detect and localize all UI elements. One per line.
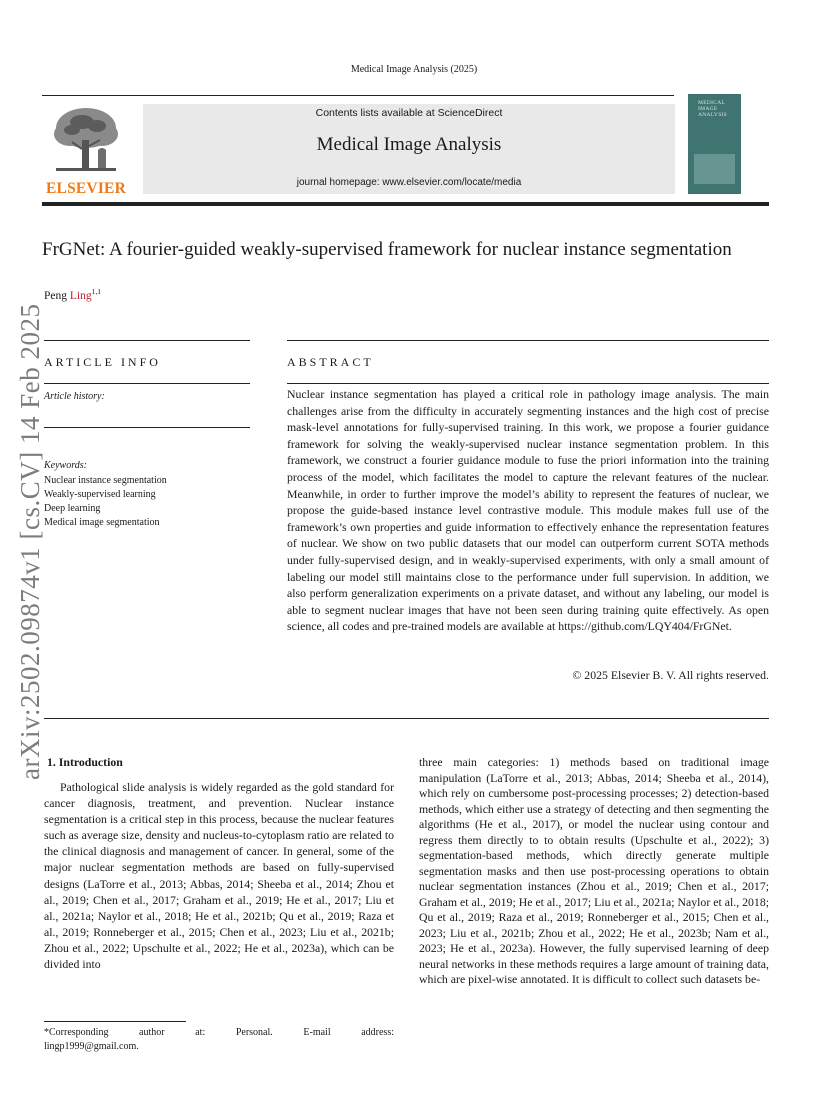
header-rule-thin: [42, 95, 674, 96]
introduction-left-column: Pathological slide analysis is widely regarded as the gold standard for cancer diagnosis, treatment, and prevention. Nuclear instance segmentation is a critical step in this process, because the nuclear features such as average size, density and nucleus-to-cytoplasm ratio are related to the clinical diagnosis and management of cancer. In general, some of the major nuclear segmentation methods are based on fully-supervised designs (LaTorre et al., 2013; Abbas, 2014; Sheeba et al., 2014; Zhou et al., 2019; Chen et al., 2017; Graham et al., 2019; He et al., 2017; Liu et al., 2021a; Naylor et al., 2018; He et al., 2021b; Qu et al., 2019; Raza et al., 2019; Ronneberger et al., 2015; Chen et al., 2023; Liu et al., 2021b; Zhou et al., 2022; Upschulte et al., 2022; He et al., 2023a), which can be divided into: [44, 780, 394, 972]
journal-banner: [143, 104, 675, 194]
publisher-logo-text: ELSEVIER: [46, 180, 126, 197]
author-marks: 1,1: [91, 287, 101, 296]
cover-graphic: [694, 154, 735, 184]
footnote: [44, 1026, 394, 1053]
article-history-label: Article history:: [44, 391, 105, 402]
journal-cover-image: [688, 94, 741, 194]
journal-name: Medical Image Analysis: [316, 134, 502, 155]
footnote-corresponding: *Corresponding author at: Personal. E-mail address:: [44, 1027, 394, 1038]
footnote-rule: [44, 1021, 186, 1022]
keywords-label: Keywords:: [44, 460, 87, 471]
history-rule: [44, 427, 250, 428]
running-head: Medical Image Analysis (2025): [350, 64, 478, 75]
article-info-rule: [44, 383, 250, 384]
author-surname: Ling: [69, 289, 92, 302]
arxiv-stamp: arXiv:2502.09874v1 [cs.CV] 14 Feb 2025: [15, 303, 45, 780]
abstract-text: Nuclear instance segmentation has played a critical role in pathology image analysis. The main challenges arise from the difficulty in accurately segmenting instances and the high cost of precise mask-level annotations for fully-supervised training. In this work, we propose a fourier guidance framework for solving the weakly-supervised nuclear instance segmentation problem. In this framework, we construct a fourier guidance module to fuse the priori information into the training process of the model, which facilitates the model to capture the relevant features of the nuclear. Meanwhile, in order to further improve the model’s ability to represent the features of nuclear, we propose the guide-based instance level contrastive module. This module makes full use of the framework’s own properties and guide information to effectively enhance the representation features of nuclear. We show on two public datasets that our model can outperform current SOTA methods under fully-supervised design, and in weakly-supervised experiments, with only a small amount of labeling our model still maintains close to the performance under full supervision. In addition, we also perform generalization experiments on a private dataset, and without any labeling, our model is able to segment nuclear images that have not been seen during training quite effectively. As open science, all codes and pre-trained models are available at https://github.com/LQY404/FrGNet.: [287, 387, 769, 634]
contents-line: Contents lists available at ScienceDirect: [315, 107, 503, 119]
footnote-email[interactable]: lingp1999@gmail.com.: [44, 1040, 139, 1052]
abstract-top-rule: [287, 340, 769, 341]
copyright-line: © 2025 Elsevier B. V. All rights reserved.: [572, 668, 769, 682]
introduction-right-column: three main categories: 1) methods based on traditional image manipulation (LaTorre et al., 2013; Abbas, 2014; Sheeba et al., 2014), which rely on cumbersome post-processing processes; 2) detection-based methods, which either use a strategy of detecting and then segmenting the algorithms (He et al., 2017), or model the nuclear using contour and regress them directly to to obtain results (Upschulte et al., 2022); 3) segmentation-based methods, which directly generate multiple segmentation masks and then use post-processing operations to obtain nuclear segmentation instances (Zhou et al., 2019; Chen et al., 2017; Graham et al., 2019; He et al., 2017; Liu et al., 2021a; Naylor et al., 2018; Qu et al., 2019; Raza et al., 2019; Ronneberger et al., 2015; Chen et al., 2023; Liu et al., 2021b; Zhou et al., 2022; He et al., 2023b; Nam et al., 2023; He et al., 2023a). However, the fully supervised learning of deep neural networks in these methods requires a large amount of training data, which are pixel-wise annotated. It is difficult to collect such datasets be-: [419, 755, 769, 986]
author-given-name: Peng: [44, 289, 67, 302]
article-info-heading: ARTICLE INFO: [44, 355, 161, 369]
paper-title: FrGNet: A fourier-guided weakly-supervised framework for nuclear instance segmentation: [42, 239, 732, 260]
author-line: [44, 287, 101, 302]
keyword-item: Medical image segmentation: [44, 517, 160, 528]
introduction-heading: 1. Introduction: [47, 755, 123, 769]
abstract-heading: ABSTRACT: [287, 355, 374, 369]
journal-homepage: journal homepage: www.elsevier.com/locate/media: [296, 177, 522, 188]
keyword-item: Deep learning: [44, 503, 101, 514]
header-rule-thick: [42, 202, 769, 206]
keyword-item: Nuclear instance segmentation: [44, 475, 167, 486]
elsevier-logo: [42, 104, 130, 196]
keyword-item: Weakly-supervised learning: [44, 489, 156, 500]
abstract-rule: [287, 383, 769, 384]
cover-title: MEDICAL IMAGE ANALYSIS: [698, 100, 728, 118]
tree-emblem-icon: [42, 104, 130, 180]
article-info-top-rule: [44, 340, 250, 341]
front-matter-bottom-rule: [44, 718, 769, 719]
